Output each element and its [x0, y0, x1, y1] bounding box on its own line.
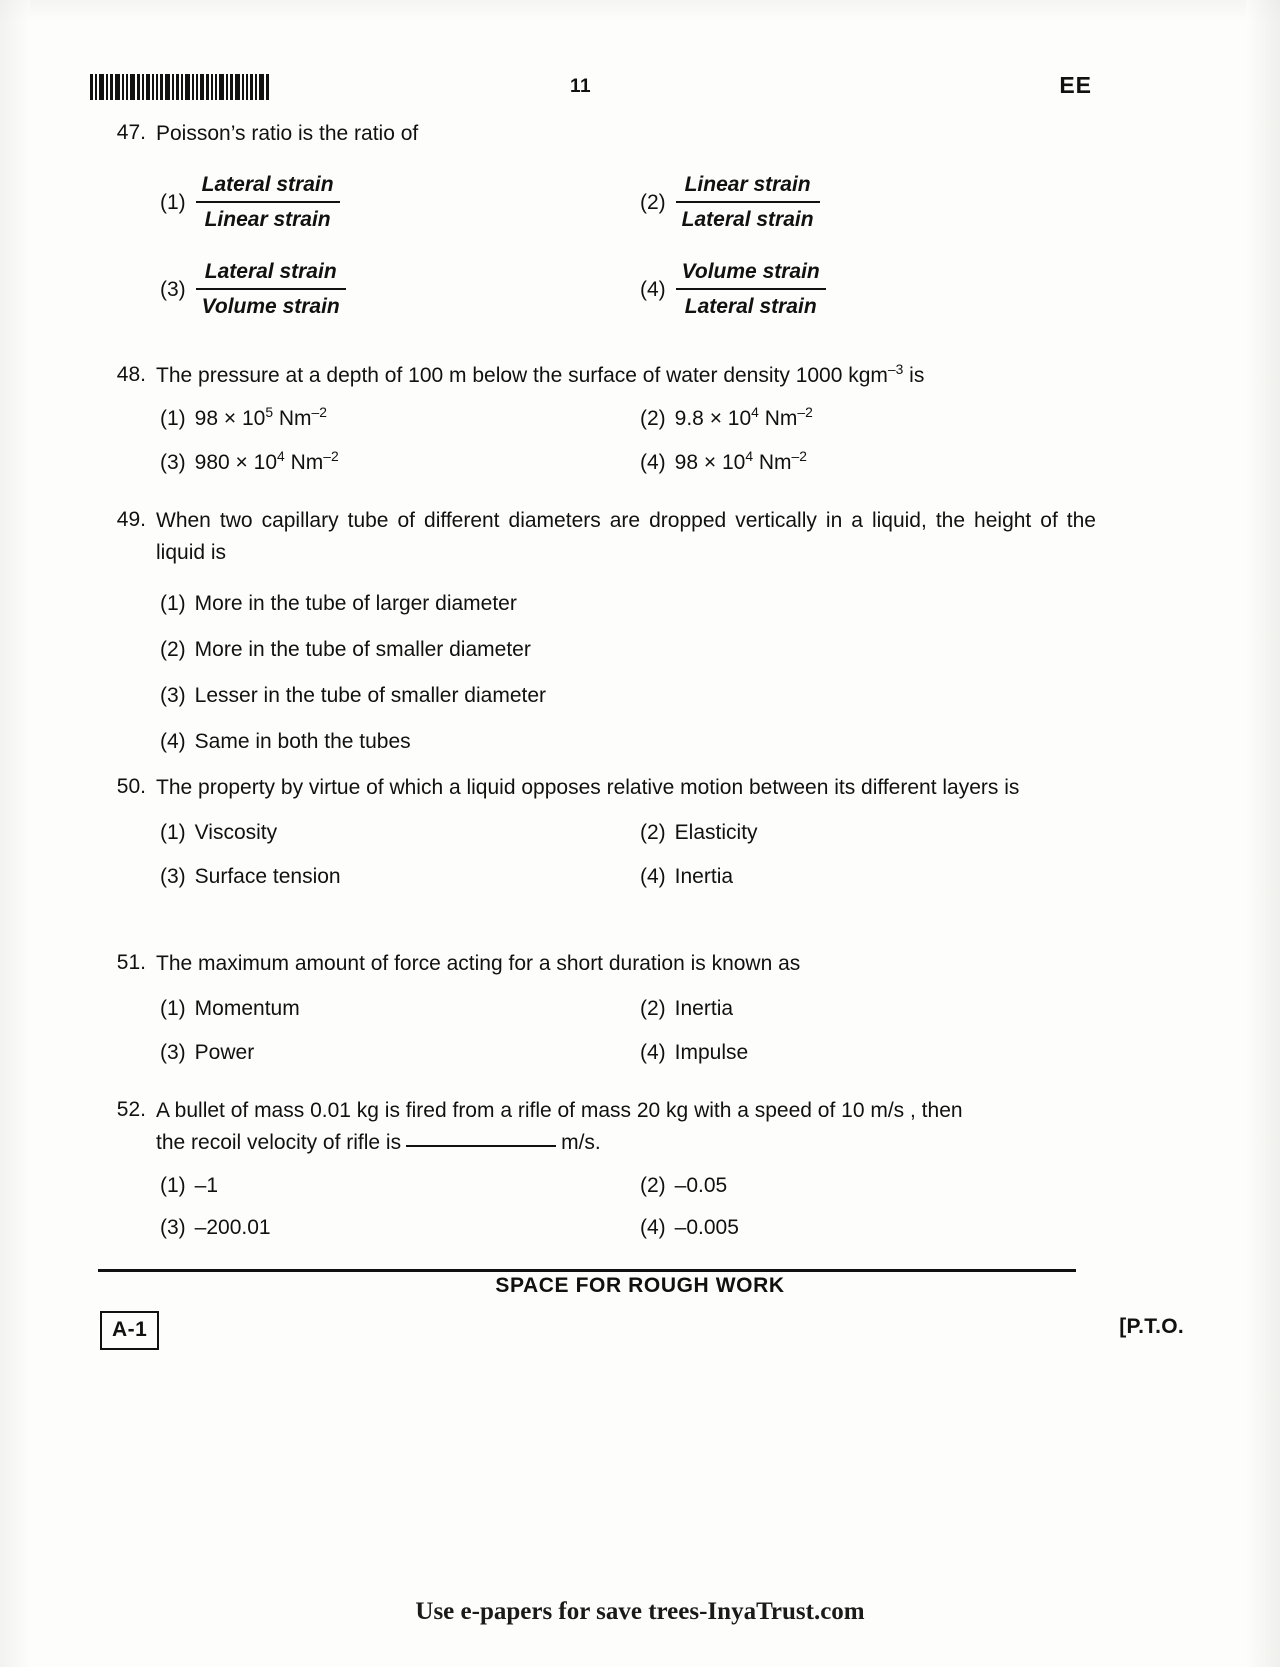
answer-blank[interactable]: [406, 1145, 556, 1147]
superscript: –2: [323, 448, 339, 464]
question-48-number: 48.: [116, 363, 146, 386]
option-label: (3): [160, 451, 186, 474]
page-header: [90, 70, 1090, 110]
question-50-option-1[interactable]: [100, 816, 600, 850]
option-label: (1): [160, 821, 186, 844]
question-47-text: Poisson’s ratio is the ratio of: [156, 122, 419, 145]
option-label: (1): [160, 190, 186, 214]
barcode-bar: [172, 74, 174, 100]
question-50-text: The property by virtue of which a liquid opposes relative motion between its different layers is: [156, 776, 1020, 799]
barcode-bar: [122, 74, 124, 100]
option-label: (4): [640, 277, 666, 301]
barcode-bar: [152, 74, 154, 100]
fraction-numerator: Lateral strain: [196, 257, 346, 290]
barcode-bar: [176, 74, 179, 100]
option-label: (1): [160, 997, 186, 1020]
barcode-bar: [137, 74, 140, 100]
option-text: $98 \times 10^4$ $Nm^{-2}$: [674, 448, 807, 474]
question-47-option-row-1: [100, 170, 1100, 235]
question-52-option-3[interactable]: [100, 1211, 600, 1245]
question-51-statement: [100, 948, 1100, 980]
fraction: [676, 257, 826, 322]
barcode-bar: [215, 74, 217, 100]
question-52-option-row-1: [100, 1169, 1100, 1203]
question-49-statement: [100, 505, 1100, 569]
superscript: –2: [791, 448, 807, 464]
question-48-option-2[interactable]: [600, 402, 1080, 436]
fraction: [676, 170, 820, 235]
question-52-text-line2-before: the recoil velocity of rifle is: [156, 1131, 402, 1154]
scan-edge-left: [0, 0, 30, 1667]
superscript: 4: [277, 448, 285, 464]
question-49-option-2[interactable]: [100, 627, 1160, 673]
question-50-option-3[interactable]: [100, 860, 600, 894]
question-48: [100, 360, 1100, 480]
question-47-options: [100, 170, 1100, 322]
barcode-bar: [156, 74, 158, 100]
question-50: [100, 772, 1100, 894]
question-51-option-4[interactable]: [600, 1036, 1080, 1070]
question-49-options: [100, 581, 1100, 765]
question-52-text: [156, 1095, 1100, 1159]
booklet-code-box: A-1: [100, 1311, 159, 1350]
question-52-number: 52.: [116, 1098, 146, 1121]
barcode-bar: [165, 74, 170, 100]
barcode-bar: [235, 74, 240, 100]
barcode-bar: [230, 74, 233, 100]
question-49-number: 49.: [116, 508, 146, 531]
question-51-text: The maximum amount of force acting for a short duration is known as: [156, 952, 801, 975]
barcode-bar: [259, 74, 264, 100]
question-48-option-1[interactable]: [100, 402, 600, 436]
barcode-bar: [160, 74, 163, 100]
question-52-option-2[interactable]: [600, 1169, 1080, 1203]
option-label: (2): [640, 997, 666, 1020]
option-label: (4): [640, 451, 666, 474]
rough-work-divider: [98, 1269, 1076, 1272]
option-label: (4): [640, 865, 666, 888]
barcode-bar: [200, 74, 204, 100]
option-text: Same in both the tubes: [194, 730, 411, 753]
option-text: $9.8 \times 10^4$ $Nm^{-2}$: [674, 404, 813, 430]
option-text: Viscosity: [194, 821, 278, 844]
fraction: [196, 170, 340, 235]
question-49-option-3[interactable]: [100, 673, 1160, 719]
barcode-bar: [246, 74, 248, 100]
option-text: Power: [194, 1041, 255, 1064]
question-47-number: 47.: [116, 121, 146, 144]
question-52-text-line1: A bullet of mass 0.01 kg is fired from a rifle of mass 20 kg with a speed of 10 m/s , then: [156, 1099, 963, 1122]
question-48-option-row-2: [100, 446, 1100, 480]
question-50-options: [100, 816, 1100, 894]
superscript: 4: [745, 448, 754, 464]
barcode-bar: [196, 74, 198, 100]
option-label: (4): [640, 1216, 666, 1239]
option-label: (3): [160, 277, 186, 301]
barcode-bar: [242, 74, 244, 100]
question-47-statement: [100, 118, 1100, 150]
barcode-bar: [146, 74, 150, 100]
option-label: (3): [160, 684, 186, 707]
page-number: 11: [570, 76, 592, 97]
question-52: [100, 1095, 1100, 1245]
superscript: –2: [797, 404, 813, 420]
question-51-number: 51.: [116, 951, 146, 974]
question-52-option-row-2: [100, 1211, 1100, 1245]
barcode-bar: [192, 74, 194, 100]
option-label: (3): [160, 865, 186, 888]
question-51-option-row-1: [100, 992, 1100, 1026]
option-label: (4): [160, 730, 186, 753]
option-text: –0.005: [674, 1216, 739, 1239]
question-48-text: The pressure at a depth of 100 m below the surface of water density 1000 kgm$^{-3}$ is: [156, 361, 925, 387]
barcode: [90, 74, 271, 100]
question-48-option-4[interactable]: [600, 446, 1080, 480]
option-text: Surface tension: [194, 865, 341, 888]
question-49: [100, 505, 1100, 765]
question-48-option-row-1: [100, 402, 1100, 436]
option-label: (3): [160, 1216, 186, 1239]
option-text: Inertia: [674, 865, 734, 888]
question-47-option-3[interactable]: [100, 257, 600, 322]
superscript: 5: [265, 404, 274, 420]
question-50-option-4[interactable]: [600, 860, 1080, 894]
question-47: [100, 118, 1100, 322]
option-label: (1): [160, 1174, 186, 1197]
fraction-denominator: Volume strain: [201, 295, 340, 318]
barcode-bar: [226, 74, 228, 100]
question-48-options: [100, 402, 1100, 480]
question-47-option-row-2: [100, 257, 1100, 322]
option-text: More in the tube of larger diameter: [194, 592, 517, 615]
question-50-option-row-2: [100, 860, 1100, 894]
fraction-denominator: Lateral strain: [681, 208, 814, 231]
superscript: –3: [887, 361, 904, 377]
option-label: (2): [640, 821, 666, 844]
question-51-option-3[interactable]: [100, 1036, 600, 1070]
question-50-number: 50.: [116, 775, 146, 798]
question-47-option-2[interactable]: [600, 170, 1080, 235]
scan-edge-top: [0, 0, 1280, 22]
question-51: [100, 948, 1100, 1070]
question-51-option-row-2: [100, 1036, 1100, 1070]
option-text: –1: [194, 1174, 219, 1197]
option-text: –0.05: [674, 1174, 728, 1197]
question-51-option-2[interactable]: [600, 992, 1080, 1026]
barcode-bar: [99, 74, 104, 100]
barcode-bar: [185, 74, 190, 100]
superscript: –2: [311, 404, 327, 420]
option-label: (3): [160, 1041, 186, 1064]
option-text: Inertia: [674, 997, 734, 1020]
barcode-bar: [126, 74, 128, 100]
barcode-bar: [95, 74, 97, 100]
barcode-bar: [211, 74, 213, 100]
option-text: More in the tube of smaller diameter: [194, 638, 531, 661]
question-49-text: When two capillary tube of different diameters are dropped vertically in a liquid, the height of the liquid is: [156, 509, 1096, 564]
rough-work-label: SPACE FOR ROUGH WORK: [495, 1274, 785, 1297]
barcode-bar: [115, 74, 120, 100]
question-48-option-3[interactable]: [100, 446, 600, 480]
question-49-option-4[interactable]: [100, 719, 1160, 765]
barcode-bar: [250, 74, 253, 100]
question-52-options: [100, 1169, 1100, 1245]
fraction-numerator: Lateral strain: [196, 170, 340, 203]
fraction-denominator: Linear strain: [204, 208, 331, 231]
option-label: (1): [160, 592, 186, 615]
barcode-bar: [130, 74, 135, 100]
question-51-option-1[interactable]: [100, 992, 600, 1026]
watermark-text: Use e-papers for save trees-InyaTrust.com: [415, 1598, 865, 1625]
question-52-text-line2-after: m/s.: [561, 1131, 601, 1154]
option-label: (2): [640, 190, 666, 214]
fraction-numerator: Linear strain: [676, 170, 820, 203]
barcode-bar: [90, 74, 93, 100]
question-50-statement: [100, 772, 1100, 804]
option-text: Momentum: [194, 997, 300, 1020]
question-49-option-1[interactable]: [100, 581, 1160, 627]
barcode-bar: [219, 74, 224, 100]
scan-edge-right: [1246, 0, 1280, 1667]
question-51-options: [100, 992, 1100, 1070]
question-52-option-1[interactable]: [100, 1169, 600, 1203]
fraction: [196, 257, 346, 322]
question-47-option-1[interactable]: [100, 170, 600, 235]
option-text: $98 \times 10^5$ $Nm^{-2}$: [194, 404, 327, 430]
question-47-option-4[interactable]: [600, 257, 1080, 322]
option-text: $980 \times 10^4$ $Nm^{-2}$: [194, 448, 339, 474]
pto-label: [P.T.O.: [1119, 1315, 1184, 1338]
question-48-statement: [100, 360, 1100, 392]
option-label: (2): [640, 407, 666, 430]
barcode-bar: [266, 74, 269, 100]
option-label: (2): [160, 638, 186, 661]
barcode-bar: [142, 74, 144, 100]
superscript: 4: [751, 404, 759, 420]
barcode-bar: [110, 74, 113, 100]
barcode-bar: [206, 74, 209, 100]
option-text: Elasticity: [674, 821, 758, 844]
paper-code: EE: [1059, 72, 1092, 98]
option-text: –200.01: [194, 1216, 271, 1239]
question-50-option-row-1: [100, 816, 1100, 850]
question-52-option-4[interactable]: [600, 1211, 1080, 1245]
fraction-numerator: Volume strain: [676, 257, 826, 290]
option-label: (2): [640, 1174, 666, 1197]
option-text: Lesser in the tube of smaller diameter: [194, 684, 547, 707]
option-text: Impulse: [674, 1041, 749, 1064]
option-label: (4): [640, 1041, 666, 1064]
question-52-statement: [100, 1095, 1100, 1159]
question-50-option-2[interactable]: [600, 816, 1080, 850]
fraction-denominator: Lateral strain: [684, 295, 817, 318]
barcode-bar: [106, 74, 108, 100]
barcode-bar: [181, 74, 183, 100]
barcode-bar: [255, 74, 257, 100]
option-label: (1): [160, 407, 186, 430]
